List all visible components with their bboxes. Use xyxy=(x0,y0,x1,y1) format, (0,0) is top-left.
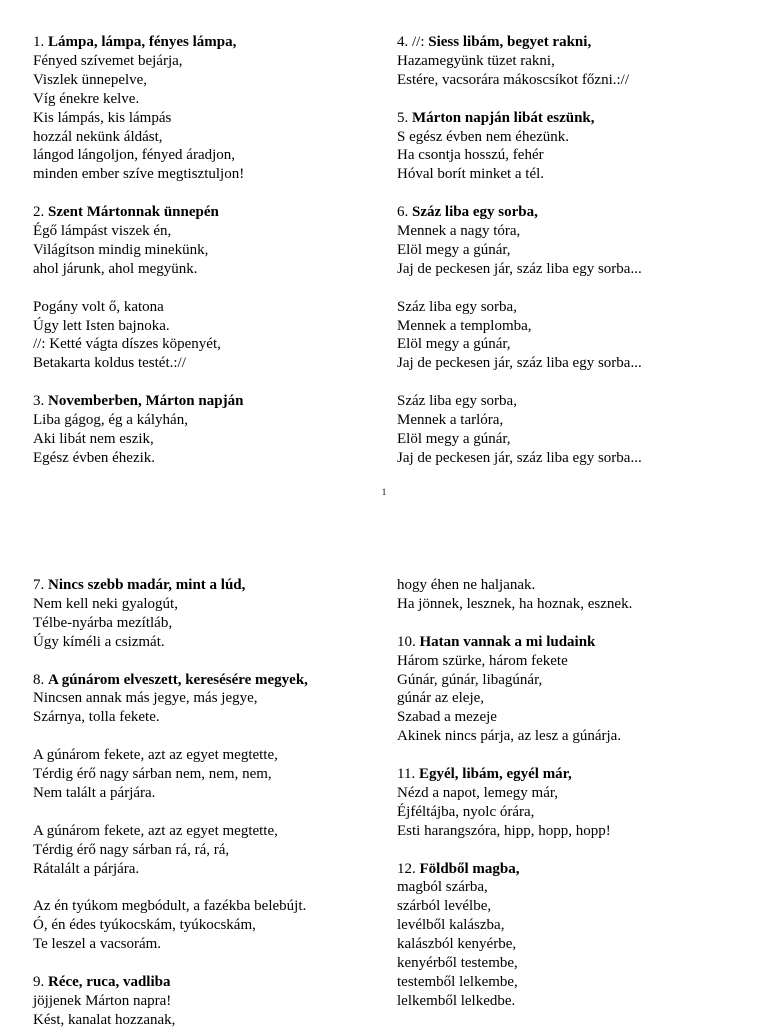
lyric-line: Aki libát nem eszik, xyxy=(33,430,154,447)
song-stanza xyxy=(33,822,383,879)
song-stanza xyxy=(397,633,757,746)
lyric-line: Jaj de peckesen jár, száz liba egy sorba... xyxy=(397,449,642,466)
lyric-line: Kést, kanalat hozzanak, xyxy=(33,1011,176,1028)
song-heading xyxy=(33,392,383,411)
lyric-line: Betakarta koldus testét.:// xyxy=(33,355,186,372)
lyric-line: Éjféltájba, nyolc órára, xyxy=(397,803,535,820)
song-heading xyxy=(33,33,383,52)
lyric-line: Mennek a nagy tóra, xyxy=(397,223,521,240)
song-number: 5. xyxy=(397,109,412,126)
lyric-line: Hazamegyünk tüzet rakni, xyxy=(397,52,555,69)
lyric-line: kenyérből testembe, xyxy=(397,955,518,972)
lyric-line: //: Ketté vágta díszes köpenyét, xyxy=(33,336,221,353)
lyric-line: Ha csontja hosszú, fehér xyxy=(397,147,544,164)
lyric-line: hogy éhen ne haljanak. xyxy=(397,577,536,593)
lyric-line: Térdig érő nagy sárban nem, nem, nem, xyxy=(33,766,272,783)
song-heading xyxy=(397,33,757,52)
song-stanza xyxy=(397,392,757,468)
lyric-line: Esti harangszóra, hipp, hopp, hopp! xyxy=(397,822,611,839)
lyric-line: Pogány volt ő, katona xyxy=(33,298,164,315)
song-heading xyxy=(397,203,757,222)
song-number: 4. //: xyxy=(397,34,429,50)
lyric-line: lángod lángoljon, fényed áradjon, xyxy=(33,147,236,164)
lyric-line: Viszlek ünnepelve, xyxy=(33,71,148,88)
song-heading xyxy=(397,109,757,128)
song-title: Egyél, libám, egyél már, xyxy=(418,766,572,783)
song-stanza xyxy=(397,203,757,279)
song-stanza xyxy=(33,897,383,954)
lyric-line: Ó, én édes tyúkocskám, tyúkocskám, xyxy=(33,917,256,934)
song-stanza xyxy=(397,109,757,185)
lyric-line: Világítson mindig minekünk, xyxy=(33,241,209,258)
lyric-line: Kis lámpás, kis lámpás xyxy=(33,109,172,126)
song-title: Hatan vannak a mi ludaink xyxy=(419,633,596,650)
song-stanza xyxy=(33,576,383,652)
song-title: Lámpa, lámpa, fényes lámpa, xyxy=(48,34,237,50)
lyric-line: Az én tyúkom megbódult, a fazékba belebújt. xyxy=(33,898,307,915)
song-title: A gúnárom elveszett, keresésére megyek, xyxy=(48,671,308,688)
song-title: Novemberben, Márton napján xyxy=(48,393,244,410)
song-number: 6. xyxy=(397,204,412,221)
lyric-line: Télbe-nyárba mezítláb, xyxy=(33,614,173,631)
song-title: Siess libám, begyet rakni, xyxy=(428,34,592,50)
song-heading xyxy=(397,860,757,879)
lyric-line: A gúnárom fekete, azt az egyet megtette, xyxy=(33,747,278,764)
song-stanza xyxy=(33,671,383,728)
lyric-line: magból szárba, xyxy=(397,879,488,896)
song-heading xyxy=(33,973,383,992)
lyric-line: S egész évben nem éhezünk. xyxy=(397,128,570,145)
song-number: 12. xyxy=(397,860,420,877)
lyric-line: Elöl megy a gúnár, xyxy=(397,430,511,447)
lyric-line: Száz liba egy sorba, xyxy=(397,298,517,315)
lyric-line: Liba gágog, ég a kályhán, xyxy=(33,412,188,429)
song-heading xyxy=(397,765,757,784)
song-number: 7. xyxy=(33,577,48,593)
lyric-line: Úgy kíméli a csizmát. xyxy=(33,633,165,650)
lyric-line: Három szürke, három fekete xyxy=(397,652,568,669)
song-number: 8. xyxy=(33,671,48,688)
song-stanza xyxy=(397,576,757,614)
lyric-line: Úgy lett Isten bajnoka. xyxy=(33,317,170,334)
lyric-line: Egész évben éhezik. xyxy=(33,449,156,466)
song-title: Száz liba egy sorba, xyxy=(412,204,538,221)
lyric-line: Térdig érő nagy sárban rá, rá, rá, xyxy=(33,841,230,858)
lyric-line: Fényed szívemet bejárja, xyxy=(33,52,183,69)
song-heading xyxy=(397,633,757,652)
lyric-line: Víg énekre kelve. xyxy=(33,90,140,107)
lyric-line: Száz liba egy sorba, xyxy=(397,393,517,410)
song-title: Márton napján libát eszünk, xyxy=(412,109,595,126)
lyric-line: Estére, vacsorára mákoscsíkot főzni.:// xyxy=(397,71,630,88)
song-title: Nincs szebb madár, mint a lúd, xyxy=(48,577,246,593)
lyric-line: kalászból kenyérbe, xyxy=(397,936,517,953)
lyric-line: Égő lámpást viszek én, xyxy=(33,223,172,240)
lyric-line: Elöl megy a gúnár, xyxy=(397,241,511,258)
lyric-line: hozzál nekünk áldást, xyxy=(33,128,163,145)
song-stanza xyxy=(33,33,383,184)
page2-right-column xyxy=(397,576,757,1011)
lyric-line: lelkemből lelkedbe. xyxy=(397,992,516,1009)
lyric-line: szárból levélbe, xyxy=(397,898,492,915)
lyric-line: Nincsen annak más jegye, más jegye, xyxy=(33,690,258,707)
song-heading xyxy=(33,671,383,690)
lyric-line: Jaj de peckesen jár, száz liba egy sorba... xyxy=(397,355,642,372)
lyric-line: Gúnár, gúnár, libagúnár, xyxy=(397,671,543,688)
lyric-line: gúnár az eleje, xyxy=(397,690,485,707)
song-stanza xyxy=(33,746,383,803)
lyric-line: levélből kalászba, xyxy=(397,917,505,934)
song-title: Szent Mártonnak ünnepén xyxy=(48,204,219,221)
lyric-line: minden ember szíve megtisztuljon! xyxy=(33,166,245,183)
song-title: Földből magba, xyxy=(419,860,520,877)
song-stanza xyxy=(33,298,383,374)
song-number: 1. xyxy=(33,34,48,50)
lyric-line: testemből lelkembe, xyxy=(397,973,518,990)
song-number: 11. xyxy=(397,766,419,783)
song-stanza xyxy=(397,298,757,374)
lyric-line: Szárnya, tolla fekete. xyxy=(33,709,160,726)
song-stanza xyxy=(397,860,757,1011)
song-heading xyxy=(33,203,383,222)
lyric-line: Te leszel a vacsorám. xyxy=(33,936,162,953)
song-stanza xyxy=(33,392,383,468)
lyric-line: Rátalált a párjára. xyxy=(33,860,140,877)
song-heading xyxy=(33,576,383,595)
lyric-line: Nem talált a párjára. xyxy=(33,784,156,801)
song-stanza xyxy=(397,765,757,841)
lyric-line: Elöl megy a gúnár, xyxy=(397,336,511,353)
lyric-line: Szabad a mezeje xyxy=(397,709,497,726)
page1-right-column xyxy=(397,33,757,468)
lyric-line: Mennek a templomba, xyxy=(397,317,532,334)
song-stanza xyxy=(33,203,383,279)
lyric-line: Nézd a napot, lemegy már, xyxy=(397,784,559,801)
lyric-line: Ha jönnek, lesznek, ha hoznak, esznek. xyxy=(397,595,633,612)
song-number: 3. xyxy=(33,393,48,410)
song-number: 9. xyxy=(33,973,48,990)
page-number: 1 xyxy=(381,487,387,497)
lyric-line: jöjjenek Márton napra! xyxy=(33,992,172,1009)
page2-left-column xyxy=(33,576,383,1030)
song-title: Réce, ruca, vadliba xyxy=(48,973,171,990)
song-stanza xyxy=(33,973,383,1030)
lyric-line: Mennek a tarlóra, xyxy=(397,412,504,429)
lyric-line: Jaj de peckesen jár, száz liba egy sorba... xyxy=(397,260,642,277)
lyric-line: ahol járunk, ahol megyünk. xyxy=(33,260,198,277)
song-number: 2. xyxy=(33,204,48,221)
song-number: 10. xyxy=(397,633,420,650)
song-stanza xyxy=(397,33,757,90)
lyric-line: Akinek nincs párja, az lesz a gúnárja. xyxy=(397,728,622,745)
lyric-line: Hóval borít minket a tél. xyxy=(397,166,545,183)
page1-left-column xyxy=(33,33,383,468)
lyric-line: Nem kell neki gyalogút, xyxy=(33,595,178,612)
lyric-line: A gúnárom fekete, azt az egyet megtette, xyxy=(33,822,278,839)
